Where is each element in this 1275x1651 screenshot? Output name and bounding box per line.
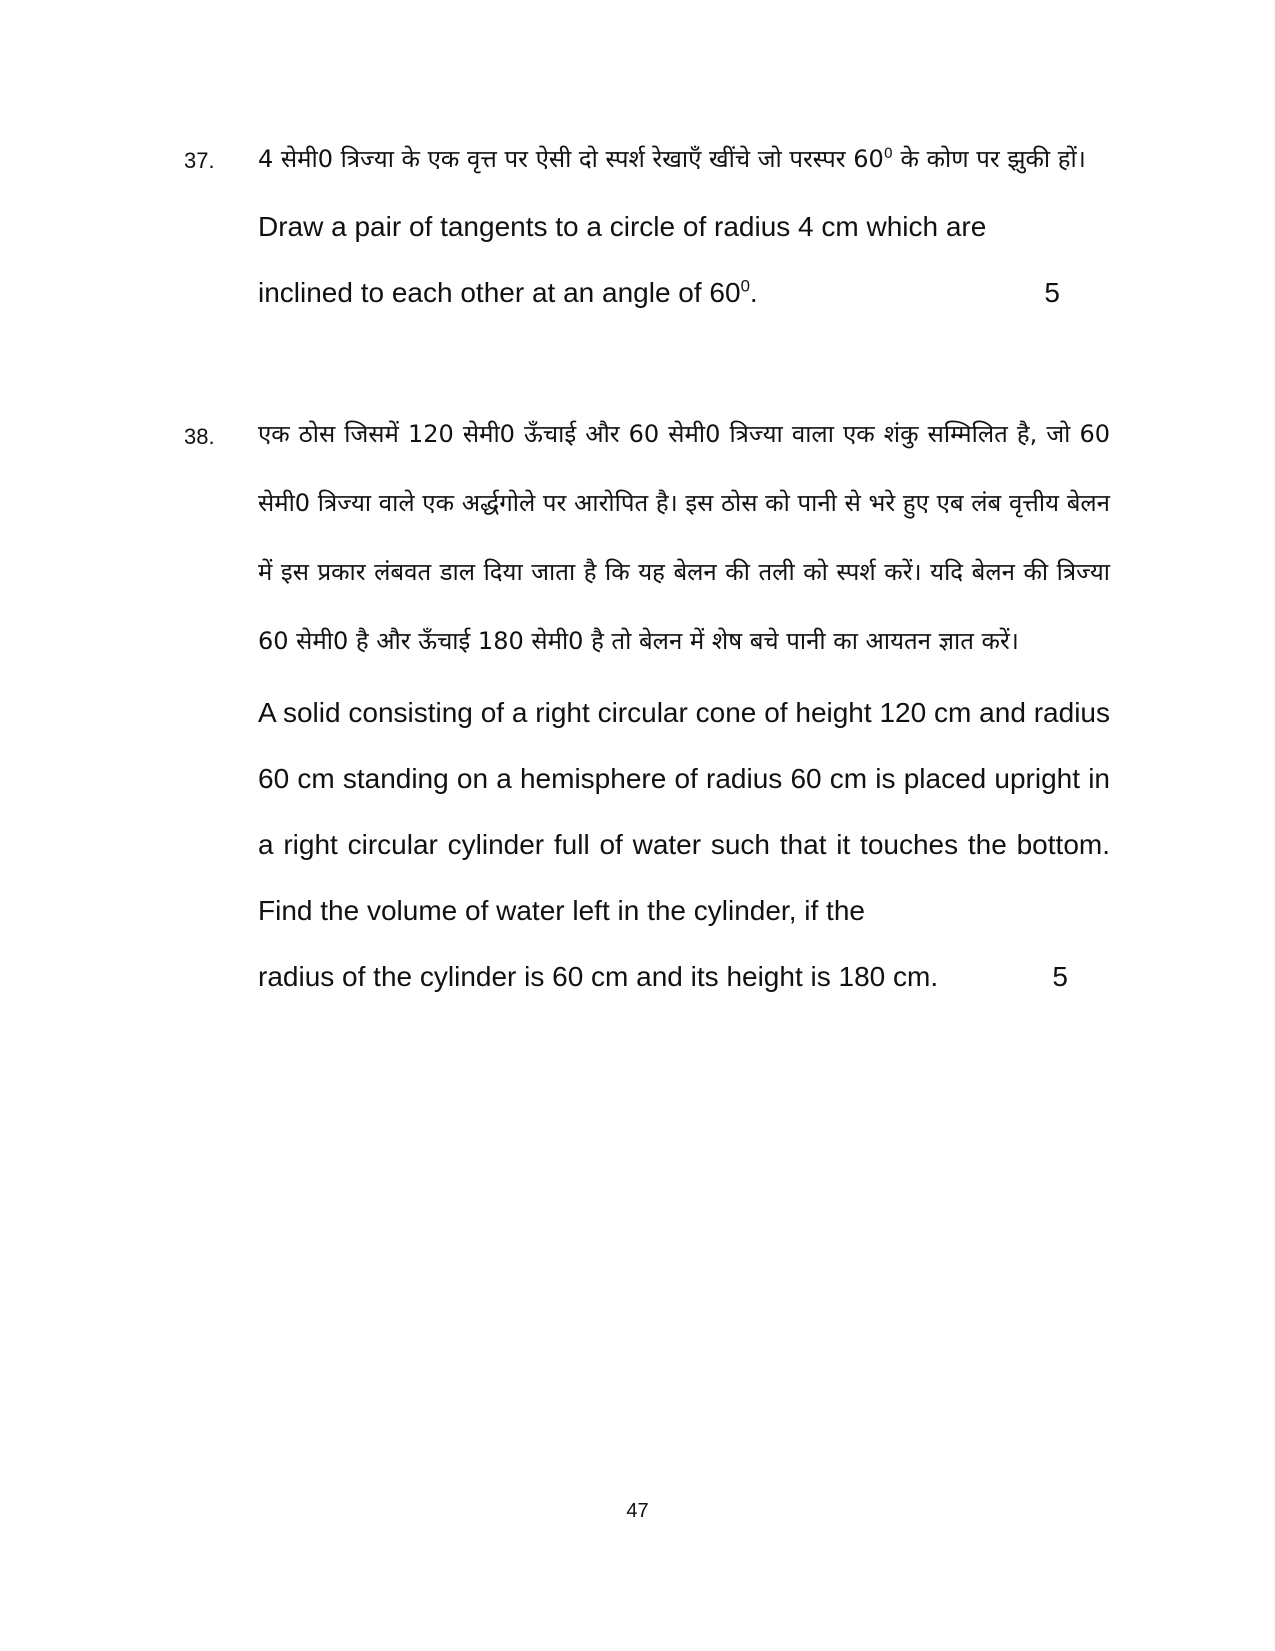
question-37-english: Draw a pair of tangents to a circle of radius 4 cm which are — [258, 211, 987, 242]
question-37-marks: 5 — [1044, 277, 1060, 308]
question-37 — [258, 125, 1110, 326]
question-38-english: A solid consisting of a right circular cone of height 120 cm and radius 60 cm standing on a hemisphere of radius 60 cm is placed upright in a right circular cylinder full of water such that it touches the bottom. Find the volume of water left in the cylinder, if the — [258, 697, 1110, 926]
question-38-number: 38. — [184, 424, 215, 449]
question-38 — [258, 400, 1110, 1010]
question-37-number: 37. — [184, 148, 215, 173]
question-38-marks: 5 — [1052, 961, 1068, 992]
page-number: 47 — [626, 1500, 649, 1522]
question-37-hindi: 4 सेमी0 त्रिज्या के एक वृत्त पर ऐसी दो स्पर्श रेखाएँ खींचे जो परस्पर $60^0$ के कोण पर झुकी हों। — [258, 145, 1086, 173]
question-37-english-last-line: inclined to each other at an angle of $60^0$. 5 — [258, 260, 1110, 326]
question-38-hindi: एक ठोस जिसमें 120 सेमी0 ऊँचाई और 60 सेमी0 त्रिज्या वाला एक शंकु सम्मिलित है, जो 60 सेमी0 त्रिज्या वाले एक अर्द्धगोले पर आरोपित है। इस ठोस को पानी से भरे हुए एब लंब वृत्तीय बेलन में इस प्रकार लंबवत डाल दिया जाता है कि यह बेलन की तली को स्पर्श करें। यदि बेलन की त्रिज्या 60 सेमी0 है और ऊँचाई 180 सेमी0 है तो बेलन में शेष बचे पानी का आयतन ज्ञात करें। — [258, 420, 1110, 655]
question-38-english-last-line: radius of the cylinder is 60 cm and its height is 180 cm. 5 — [258, 944, 1110, 1010]
